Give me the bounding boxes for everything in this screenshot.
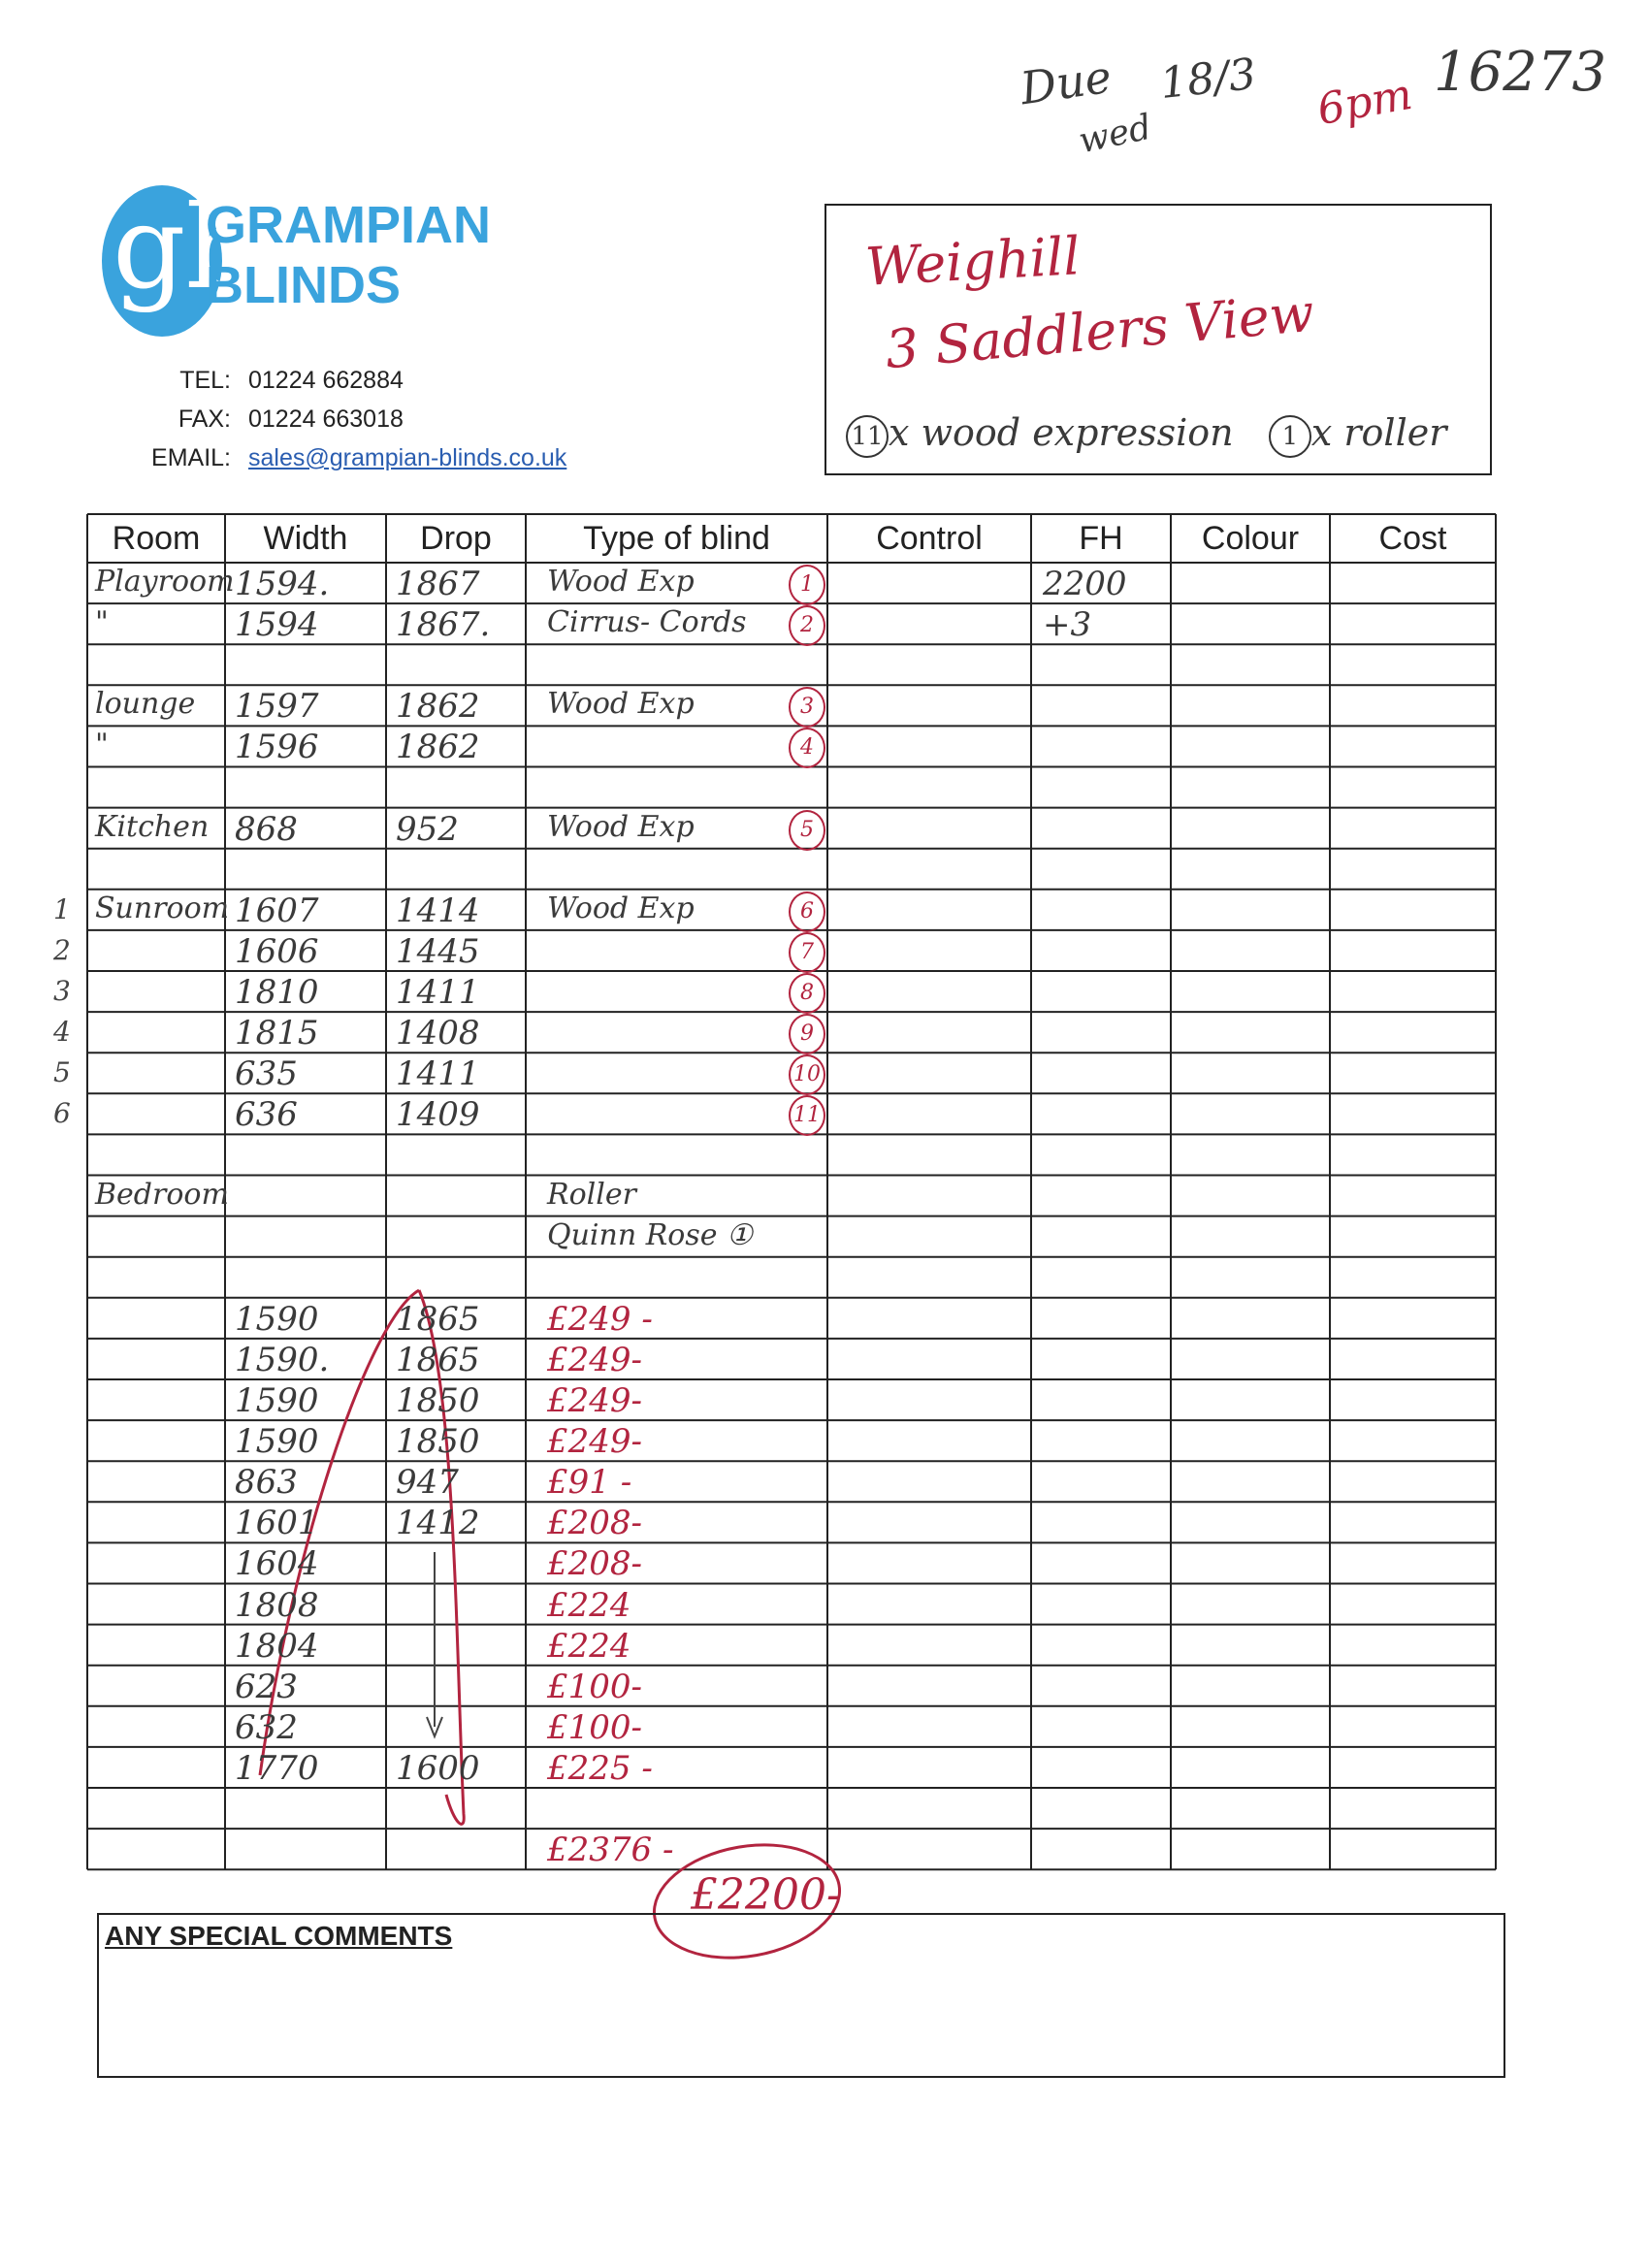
header-type: Type of blind — [583, 520, 770, 557]
side-row-number: 5 — [53, 1056, 71, 1089]
cell-type: £249 - — [547, 1299, 653, 1339]
cell-drop: 1862 — [396, 728, 480, 767]
side-row-number: 3 — [53, 975, 71, 1007]
cell-type: Wood Exp — [547, 687, 695, 722]
cell-drop: 1867. — [396, 605, 491, 645]
cell-width: 1604 — [235, 1544, 319, 1584]
cell-type: Wood Exp — [547, 809, 695, 844]
cell-type: £2376 - — [547, 1831, 674, 1870]
cell-type: £249- — [547, 1340, 643, 1379]
cell-width: 1606 — [235, 931, 319, 971]
cell-width: 1590. — [235, 1340, 330, 1379]
cell-type: £100- — [547, 1667, 643, 1706]
fax-label: FAX: — [178, 405, 231, 433]
cell-width: 1596 — [235, 728, 319, 767]
cell-width: 1594 — [235, 605, 319, 645]
blind-number-circle: 8 — [789, 973, 825, 1014]
total-final: £2200- — [691, 1870, 841, 1920]
header-width: Width — [263, 520, 348, 557]
side-row-number: 4 — [53, 1016, 71, 1049]
cell-drop: 1411 — [396, 1054, 480, 1094]
comments-title: ANY SPECIAL COMMENTS — [105, 1921, 453, 1951]
cell-drop: 1850 — [396, 1381, 480, 1420]
tel-value: 01224 662884 — [248, 367, 404, 394]
customer-name: Weighill — [863, 225, 1082, 298]
cell-drop: 1865 — [396, 1340, 480, 1379]
cell-drop: 1408 — [396, 1014, 480, 1053]
due-date-note: 18/3 — [1157, 49, 1259, 110]
job-number: 16273 — [1434, 41, 1607, 104]
comments-box — [97, 1913, 1505, 2078]
cell-width: 632 — [235, 1707, 298, 1747]
cell-width: 1808 — [235, 1585, 319, 1625]
cell-room: lounge — [95, 687, 196, 722]
cell-type: £225 - — [547, 1748, 653, 1788]
summary-count1: 11 — [846, 415, 889, 458]
cell-type: £208- — [547, 1504, 643, 1543]
cell-room: Sunroom — [95, 891, 230, 925]
wed-note: wed — [1075, 107, 1155, 162]
cell-width: 1590 — [235, 1381, 319, 1420]
side-row-number: 2 — [53, 933, 71, 966]
cell-width: 1770 — [235, 1748, 319, 1788]
tel-label: TEL: — [179, 367, 231, 394]
cell-width: 868 — [235, 809, 298, 849]
cell-drop: 1411 — [396, 973, 480, 1012]
blind-number-circle: 6 — [789, 891, 825, 932]
cell-drop: 1867 — [396, 565, 480, 603]
cell-type: Quinn Rose ① — [547, 1217, 753, 1252]
blind-number-circle: 4 — [789, 728, 825, 768]
summary-count2: 1 — [1269, 415, 1311, 458]
cell-width: 1597 — [235, 687, 319, 727]
cell-width: 1594. — [235, 565, 330, 603]
header-drop: Drop — [420, 520, 492, 557]
cell-width: 1804 — [235, 1626, 319, 1666]
blind-number-circle: 10 — [789, 1054, 825, 1095]
blind-number-circle: 2 — [789, 605, 825, 646]
side-row-number: 6 — [53, 1097, 71, 1130]
logo-text-line1: GRAMPIAN — [206, 196, 491, 254]
cell-width: 635 — [235, 1054, 298, 1094]
cell-room: Playroom — [95, 565, 235, 599]
cell-width: 1810 — [235, 973, 319, 1012]
cell-drop: 1412 — [396, 1504, 480, 1543]
ditto-arrow — [427, 1552, 442, 1736]
blind-number-circle: 5 — [789, 810, 825, 851]
cell-type: Cirrus- Cords — [547, 605, 747, 640]
due-note: Due — [1017, 49, 1116, 115]
blind-number-circle: 1 — [789, 565, 825, 605]
cell-drop: 1865 — [396, 1299, 480, 1339]
cell-type: Wood Exp — [547, 891, 695, 925]
cell-room: Kitchen — [95, 809, 210, 844]
summary-item1: x wood expression — [889, 411, 1234, 454]
header-colour: Colour — [1201, 520, 1300, 557]
cell-type: Wood Exp — [547, 565, 695, 599]
summary-item2: x roller — [1310, 411, 1447, 454]
cell-drop: 1862 — [396, 687, 480, 727]
cell-fh: 2200 — [1043, 565, 1127, 603]
cell-drop: 1445 — [396, 931, 480, 971]
cell-drop: 1414 — [396, 891, 480, 930]
cell-room: " — [95, 728, 109, 762]
cell-width: 1601 — [235, 1504, 319, 1543]
cell-width: 636 — [235, 1095, 298, 1135]
cell-type: £208- — [547, 1544, 643, 1584]
side-row-number: 1 — [53, 892, 71, 925]
email-link[interactable]: sales@grampian-blinds.co.uk — [248, 444, 567, 471]
cell-type: Roller — [547, 1177, 636, 1212]
customer-address: 3 Saddlers View — [883, 281, 1317, 381]
cell-type: £100- — [547, 1707, 643, 1747]
cell-fh: +3 — [1043, 605, 1092, 645]
cell-width: 1815 — [235, 1014, 319, 1053]
cell-drop: 947 — [396, 1463, 459, 1503]
email-label: EMAIL: — [151, 444, 231, 471]
cell-room: Bedroom — [95, 1177, 229, 1212]
cell-type: £224 — [547, 1626, 631, 1666]
cell-width: 1607 — [235, 891, 319, 930]
cell-width: 1590 — [235, 1422, 319, 1462]
header-control: Control — [876, 520, 983, 557]
cell-type: £249- — [547, 1422, 643, 1462]
time-note: 6pm — [1313, 69, 1416, 136]
header-fh: FH — [1079, 520, 1123, 557]
cell-width: 623 — [235, 1667, 298, 1706]
blind-number-circle: 9 — [789, 1014, 825, 1054]
blind-number-circle: 3 — [789, 687, 825, 728]
cell-drop: 952 — [396, 809, 459, 849]
cell-type: £224 — [547, 1585, 631, 1625]
blind-number-circle: 7 — [789, 932, 825, 973]
cell-type: £249- — [547, 1381, 643, 1420]
fax-value: 01224 663018 — [248, 405, 404, 433]
cell-width: 1590 — [235, 1299, 319, 1339]
cell-drop: 1850 — [396, 1422, 480, 1462]
cell-room: " — [95, 605, 109, 640]
cell-drop: 1409 — [396, 1095, 480, 1135]
cell-type: £91 - — [547, 1463, 632, 1503]
header-room: Room — [112, 520, 201, 557]
cell-drop: 1600 — [396, 1748, 480, 1788]
logo-mark: gb — [113, 180, 260, 314]
logo-text-line2: BLINDS — [206, 256, 401, 314]
header-cost: Cost — [1378, 520, 1447, 557]
cell-width: 863 — [235, 1463, 298, 1503]
blind-number-circle: 11 — [789, 1095, 825, 1136]
